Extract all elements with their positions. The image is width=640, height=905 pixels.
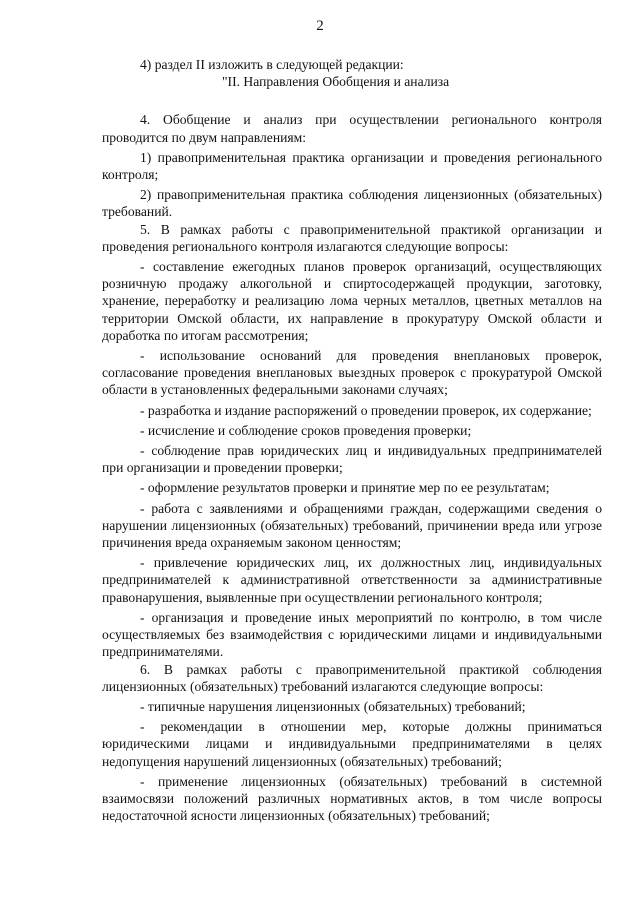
list-item: 1) правоприменительная практика организации и проведения регионального контроля; [102, 149, 602, 183]
list-item: - использование оснований для проведения внеплановых проверок, согласование проведения внеплановых выездных проверок с прокуратурой Омской области в установленных федеральными законами случаях; [102, 348, 602, 398]
list-item: - типичные нарушения лицензионных (обязательных) требований; [140, 698, 526, 714]
list-item: - применение лицензионных (обязательных) требований в системной взаимосвязи положений различных нормативных актов, в том числе вопросы недостаточной ясности лицензионных (обязательных) требований; [102, 773, 602, 824]
list-item: - составление ежегодных планов проверок организаций, осуществляющих розничную продажу алкогольной и спиртосодержащей продукции, заготовку, хранение, переработку и реализацию лома черных металлов, цветных металлов на территории Омской области, их направление в прокуратуру Омской области и доработка по итогам рассмотрения; [102, 259, 602, 343]
list-item: 2) правоприменительная практика соблюдения лицензионных (обязательных) требований. [102, 187, 602, 220]
list-item: - оформление результатов проверки и принятие мер по ее результатам; [140, 480, 550, 496]
list-item: - работа с заявлениями и обращениями граждан, содержащими сведения о нарушении лицензионных (обязательных) требований, причинении вреда или угрозе причинения вреда охраняемым законом ценностям; [102, 500, 602, 551]
paragraph: 6. В рамках работы с правоприменительной практикой соблюдения лицензионных (обязательных) требований излагаются следующие вопросы: [102, 661, 602, 694]
list-item: - исчисление и соблюдение сроков проведения проверки; [140, 422, 472, 438]
amendment-intro: 4) раздел II изложить в следующей редакции: [140, 57, 404, 72]
list-item: - организация и проведение иных мероприятий по контролю, в том числе осуществляемых без взаимодействия с юридическими лицами и индивидуальными предпринимателями. [102, 609, 602, 660]
list-item: - привлечение юридических лиц, их должностных лиц, индивидуальных предпринимателей к административной ответственности за административные правонарушения, выявленные при осуществлении регионального контроля; [102, 555, 602, 605]
section-title: "II. Направления Обобщения и анализа [222, 74, 450, 90]
list-item: - рекомендации в отношении мер, которые должны приниматься юридическими лицами и индивидуальными предпринимателями в целях недопущения нарушений лицензионных (обязательных) требований; [102, 719, 602, 769]
list-item: - соблюдение прав юридических лиц и индивидуальных предпринимателей при организации и проведении проверки; [102, 443, 602, 476]
paragraph: 5. В рамках работы с правоприменительной практикой организации и проведения регионального контроля излагаются следующие вопросы: [102, 221, 602, 254]
list-item: - разработка и издание распоряжений о проведении проверок, их содержание; [140, 402, 592, 418]
paragraph: 4. Обобщение и анализ при осуществлении регионального контроля проводится по двум направлениям: [102, 112, 602, 145]
page-number: 2 [316, 18, 324, 34]
document-body [102, 56, 602, 824]
